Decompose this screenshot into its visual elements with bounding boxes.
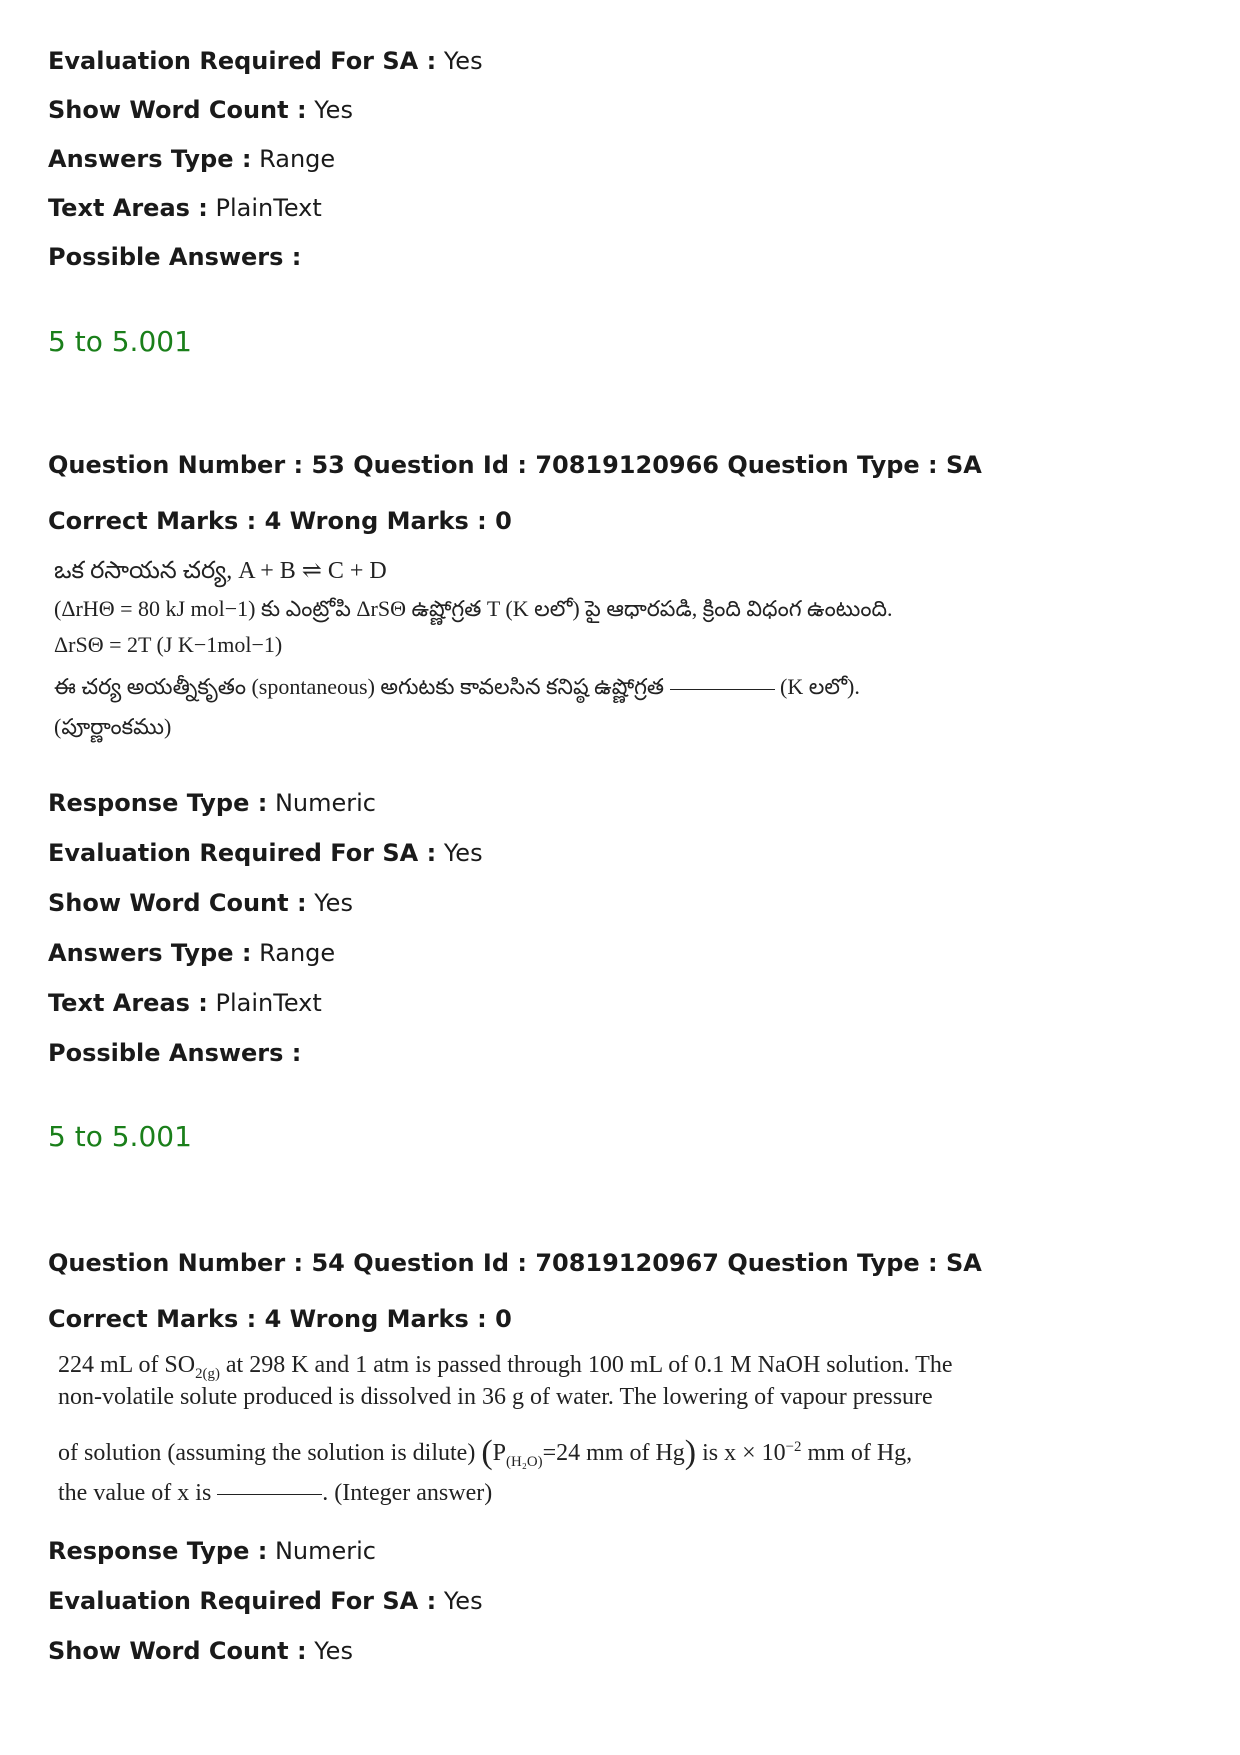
q54-evaluation-required: Evaluation Required For SA : Yes — [48, 1587, 483, 1615]
question-53-header: Question Number : 53 Question Id : 70819120966 Question Type : SA — [48, 451, 982, 479]
q53-possible-answer: 5 to 5.001 — [48, 1120, 192, 1153]
q53-line-4-text: ఈ చర్య అయత్నీకృతం (spontaneous) అగుటకు కావలసిన కనిష్ఠ ఉష్ణోగ్రత — [54, 674, 665, 699]
q53-response-type: Response Type : Numeric — [48, 789, 376, 817]
question-53-text — [54, 556, 954, 756]
q53-show-word-count: Show Word Count : Yes — [48, 889, 353, 917]
field-possible-answers: Possible Answers : — [48, 243, 302, 271]
q53-text-areas: Text Areas : PlainText — [48, 989, 322, 1017]
field-show-word-count: Show Word Count : Yes — [48, 96, 353, 124]
question-54-header: Question Number : 54 Question Id : 70819120967 Question Type : SA — [48, 1249, 982, 1277]
possible-answer: 5 to 5.001 — [48, 325, 192, 358]
q53-line-1: ఒక రసాయన చర్య, A + B ⇌ C + D — [54, 558, 387, 584]
q53-line-4-unit: (K లలో). — [780, 674, 860, 699]
q53-line-2: (ΔrHΘ = 80 kJ mol−1) కు ఎంట్రోపి ΔrSΘ ఉష్ణోగ్రత T (K లలో) పై ఆధారపడి, క్రింది విధంగ ఉంటుంది. — [54, 596, 893, 621]
answer-blank — [217, 1493, 322, 1495]
question-54-text — [58, 1352, 958, 1522]
q54-response-type: Response Type : Numeric — [48, 1537, 376, 1565]
q53-line-5: (పూర్ణాంకము) — [54, 714, 172, 739]
question-53-marks: Correct Marks : 4 Wrong Marks : 0 — [48, 507, 512, 535]
field-evaluation-required: Evaluation Required For SA : Yes — [48, 47, 483, 75]
q53-line-4 — [54, 674, 860, 705]
q53-evaluation-required: Evaluation Required For SA : Yes — [48, 839, 483, 867]
answer-blank — [670, 688, 775, 690]
q54-line-4: the value of x is . (Integer answer) — [58, 1480, 493, 1506]
q54-line-1: 224 mL of $SO_{2(g)}$ at 298 K and 1 atm is passed through 100 mL of 0.1 M NaOH solution. The — [58, 1352, 953, 1382]
question-54-marks: Correct Marks : 4 Wrong Marks : 0 — [48, 1305, 512, 1333]
q54-line-2: non-volatile solute produced is dissolved in 36 g of water. The lowering of vapour pressure — [58, 1384, 933, 1410]
q54-line-3: of solution (assuming the solution is dilute) ($P_{(H_2O)}=24$ mm of Hg) is $x \times 10^{-2}$ mm of Hg, — [58, 1434, 913, 1471]
field-answers-type: Answers Type : Range — [48, 145, 336, 173]
q53-possible-answers: Possible Answers : — [48, 1039, 302, 1067]
field-text-areas: Text Areas : PlainText — [48, 194, 322, 222]
q54-show-word-count: Show Word Count : Yes — [48, 1637, 353, 1665]
q53-answers-type: Answers Type : Range — [48, 939, 336, 967]
q53-line-3: ΔrSΘ = 2T (J K−1mol−1) — [54, 632, 283, 657]
